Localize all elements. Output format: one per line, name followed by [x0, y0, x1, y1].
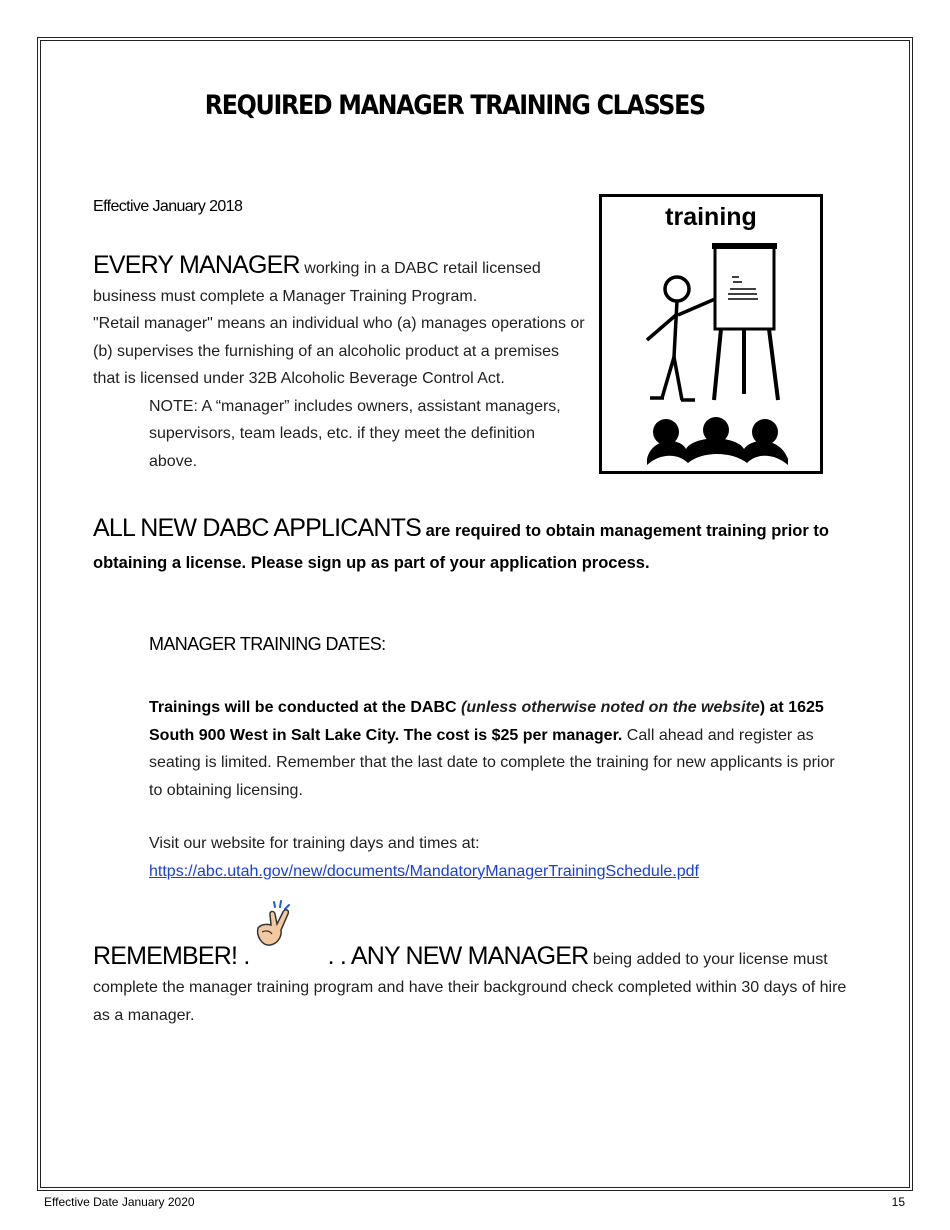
remember-section [93, 942, 863, 1030]
intro-lead: EVERY MANAGER [93, 251, 300, 279]
remember-lead: REMEMBER! . [93, 942, 250, 970]
training-schedule-link[interactable]: https://abc.utah.gov/new/documents/MandatoryManagerTrainingSchedule.pdf [149, 862, 699, 880]
footer-effective-date: Effective Date January 2020 [44, 1195, 195, 1209]
applicants-text: are required to obtain management training prior to obtaining a license. Please sign up as part of your application process. [93, 522, 829, 572]
training-image [599, 194, 823, 474]
dates-italic-note: (unless otherwise noted on the website [461, 699, 760, 716]
applicants-section [93, 512, 838, 579]
intro-note: NOTE: A “manager” includes owners, assistant managers, supervisors, team leads, etc. if they meet the definition above. [149, 397, 561, 470]
training-dates-heading: MANAGER TRAINING DATES: [149, 634, 386, 654]
effective-date: Effective January 2018 [93, 198, 243, 215]
intro-definition: "Retail manager" means an individual who (a) manages operations or (b) supervises the furnishing of an alcoholic product at a premises that is licensed under 32B Alcoholic Beverage Control Act. [93, 315, 585, 387]
intro-section [93, 252, 588, 475]
training-dates-paragraph [149, 694, 849, 804]
visit-text: Visit our website for training days and times at: [149, 835, 480, 852]
page-title: REQUIRED MANAGER TRAINING CLASSES [204, 90, 705, 121]
remember-text: being added to your license must complete the manager training program and have their background check completed within 30 days of hire as a manager. [93, 951, 847, 1024]
training-image-label: training [665, 203, 757, 231]
intro-paragraph [93, 252, 588, 310]
page-number: 15 [891, 1195, 905, 1209]
remember-new-manager: . . ANY NEW MANAGER [321, 942, 589, 970]
intro-line1: working in a DABC retail licensed business must complete a Manager Training Program. [93, 260, 541, 305]
training-presentation-icon [602, 197, 820, 471]
dates-bold-start: Trainings will be conducted at the DABC [149, 699, 462, 716]
applicants-lead: ALL NEW DABC APPLICANTS [93, 514, 421, 542]
dates-rest: Call ahead and register as seating is limited. Remember that the last date to complete the training for new applicants is prior to obtaining licensing. [149, 726, 835, 799]
visit-section [149, 830, 849, 885]
dates-bold-end: ) at 1625 South 900 West in Salt Lake City. The cost is $25 per manager. [149, 699, 824, 744]
